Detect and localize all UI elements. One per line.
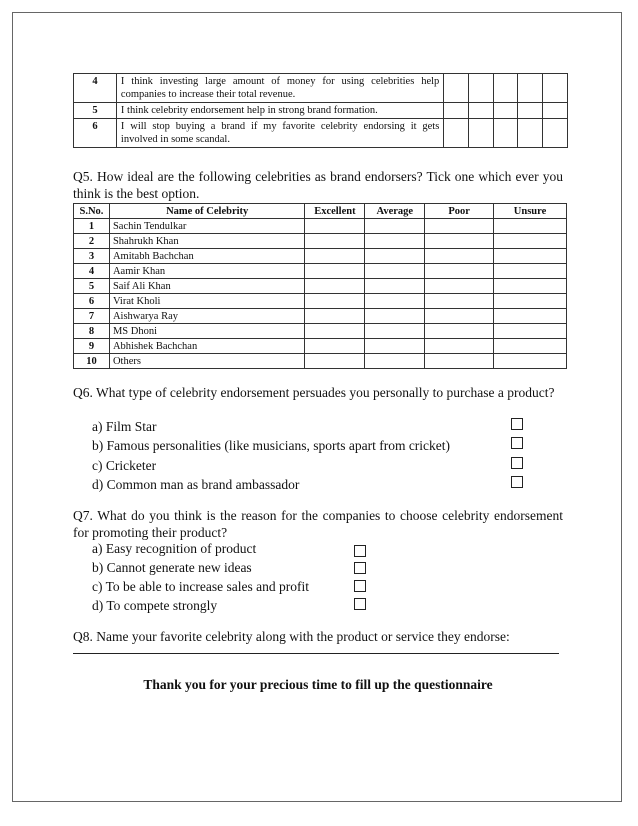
celebrity-table <box>73 203 567 369</box>
statement-text: I think investing large amount of money for using celebrities help companies to increase their total revenue. <box>116 74 443 103</box>
celeb-number: 6 <box>74 294 110 309</box>
excellent-cell[interactable] <box>305 219 365 234</box>
poor-cell[interactable] <box>425 324 494 339</box>
excellent-cell[interactable] <box>305 294 365 309</box>
table-row <box>74 103 568 119</box>
table-row <box>74 339 567 354</box>
q6-checkbox-b[interactable] <box>511 437 523 449</box>
rating-cell[interactable] <box>518 74 543 103</box>
col-header-unsure: Unsure <box>494 204 567 219</box>
poor-cell[interactable] <box>425 249 494 264</box>
average-cell[interactable] <box>365 234 425 249</box>
q6-option-b: b) Famous personalities (like musicians, sports apart from cricket) <box>92 438 451 453</box>
table-header-row <box>74 204 567 219</box>
q7-option-d: d) To compete strongly <box>92 598 218 613</box>
answer-line[interactable] <box>73 653 559 654</box>
rating-cell[interactable] <box>543 74 568 103</box>
unsure-cell[interactable] <box>494 279 567 294</box>
celeb-number: 1 <box>74 219 110 234</box>
table-row <box>74 309 567 324</box>
poor-cell[interactable] <box>425 264 494 279</box>
table-row <box>74 324 567 339</box>
celeb-number: 8 <box>74 324 110 339</box>
celeb-number: 5 <box>74 279 110 294</box>
celeb-number: 9 <box>74 339 110 354</box>
excellent-cell[interactable] <box>305 249 365 264</box>
closing-note: Thank you for your precious time to fill up the questionnaire <box>143 677 493 692</box>
average-cell[interactable] <box>365 339 425 354</box>
celeb-name: Saif Ali Khan <box>109 279 304 294</box>
excellent-cell[interactable] <box>305 279 365 294</box>
average-cell[interactable] <box>365 354 425 369</box>
q6-option-c: c) Cricketer <box>92 458 157 473</box>
celeb-number: 4 <box>74 264 110 279</box>
rating-cell[interactable] <box>518 103 543 119</box>
statement-number: 5 <box>74 103 117 119</box>
unsure-cell[interactable] <box>494 354 567 369</box>
table-row <box>74 249 567 264</box>
average-cell[interactable] <box>365 309 425 324</box>
q7-option-a: a) Easy recognition of product <box>92 541 257 556</box>
q5-question: Q5. How ideal are the following celebrities as brand endorsers? Tick one which ever you think is the best option. <box>73 169 563 201</box>
rating-cell[interactable] <box>469 74 494 103</box>
celeb-name: Amitabh Bachchan <box>109 249 304 264</box>
table-row <box>74 74 568 103</box>
poor-cell[interactable] <box>425 309 494 324</box>
unsure-cell[interactable] <box>494 264 567 279</box>
col-header-poor: Poor <box>425 204 494 219</box>
poor-cell[interactable] <box>425 354 494 369</box>
average-cell[interactable] <box>365 279 425 294</box>
q6-question: Q6. What type of celebrity endorsement persuades you personally to purchase a product? <box>73 385 555 400</box>
col-header-sno: S.No. <box>74 204 110 219</box>
q6-option-a: a) Film Star <box>92 419 157 434</box>
average-cell[interactable] <box>365 324 425 339</box>
q7-checkbox-a[interactable] <box>354 545 366 557</box>
table-row <box>74 219 567 234</box>
celeb-number: 2 <box>74 234 110 249</box>
average-cell[interactable] <box>365 219 425 234</box>
table-row <box>74 119 568 148</box>
poor-cell[interactable] <box>425 234 494 249</box>
unsure-cell[interactable] <box>494 339 567 354</box>
celeb-name: Sachin Tendulkar <box>109 219 304 234</box>
excellent-cell[interactable] <box>305 354 365 369</box>
rating-cell[interactable] <box>469 103 494 119</box>
q7-option-c: c) To be able to increase sales and profit <box>92 579 309 594</box>
rating-cell[interactable] <box>493 74 518 103</box>
q6-checkbox-a[interactable] <box>511 418 523 430</box>
table-row <box>74 279 567 294</box>
poor-cell[interactable] <box>425 219 494 234</box>
statement-text: I think celebrity endorsement help in strong brand formation. <box>116 103 443 119</box>
statement-number: 4 <box>74 74 117 103</box>
q7-option-b: b) Cannot generate new ideas <box>92 560 252 575</box>
poor-cell[interactable] <box>425 294 494 309</box>
unsure-cell[interactable] <box>494 249 567 264</box>
unsure-cell[interactable] <box>494 309 567 324</box>
table-row <box>74 294 567 309</box>
average-cell[interactable] <box>365 264 425 279</box>
rating-cell[interactable] <box>444 74 469 103</box>
statement-text: I will stop buying a brand if my favorite celebrity endorsing it gets involved in some scandal. <box>116 119 443 148</box>
excellent-cell[interactable] <box>305 324 365 339</box>
rating-cell[interactable] <box>543 103 568 119</box>
unsure-cell[interactable] <box>494 234 567 249</box>
celeb-name: Aamir Khan <box>109 264 304 279</box>
rating-cell[interactable] <box>493 103 518 119</box>
celeb-name: Abhishek Bachchan <box>109 339 304 354</box>
rating-cell[interactable] <box>543 119 568 148</box>
q6-option-d: d) Common man as brand ambassador <box>92 477 300 492</box>
statement-number: 6 <box>74 119 117 148</box>
excellent-cell[interactable] <box>305 339 365 354</box>
rating-cell[interactable] <box>469 119 494 148</box>
poor-cell[interactable] <box>425 279 494 294</box>
table-row <box>74 234 567 249</box>
rating-cell[interactable] <box>444 103 469 119</box>
celeb-number: 7 <box>74 309 110 324</box>
col-header-name: Name of Celebrity <box>109 204 304 219</box>
unsure-cell[interactable] <box>494 324 567 339</box>
excellent-cell[interactable] <box>305 234 365 249</box>
col-header-excellent: Excellent <box>305 204 365 219</box>
poor-cell[interactable] <box>425 339 494 354</box>
excellent-cell[interactable] <box>305 309 365 324</box>
table-row <box>74 264 567 279</box>
q6-checkbox-c[interactable] <box>511 457 523 469</box>
average-cell[interactable] <box>365 294 425 309</box>
q7-checkbox-c[interactable] <box>354 580 366 592</box>
celeb-name: Aishwarya Ray <box>109 309 304 324</box>
celeb-number: 10 <box>74 354 110 369</box>
celeb-name: MS Dhoni <box>109 324 304 339</box>
celeb-number: 3 <box>74 249 110 264</box>
q8-question: Q8. Name your favorite celebrity along with the product or service they endorse: <box>73 629 510 644</box>
average-cell[interactable] <box>365 249 425 264</box>
q7-checkbox-d[interactable] <box>354 598 366 610</box>
statement-table <box>73 73 568 148</box>
celeb-name: Others <box>109 354 304 369</box>
q7-question: Q7. What do you think is the reason for the companies to choose celebrity endorsement for promoting their product? <box>73 508 563 540</box>
rating-cell[interactable] <box>444 119 469 148</box>
unsure-cell[interactable] <box>494 219 567 234</box>
q6-checkbox-d[interactable] <box>511 476 523 488</box>
rating-cell[interactable] <box>518 119 543 148</box>
col-header-average: Average <box>365 204 425 219</box>
celeb-name: Shahrukh Khan <box>109 234 304 249</box>
q7-checkbox-b[interactable] <box>354 562 366 574</box>
excellent-cell[interactable] <box>305 264 365 279</box>
table-row <box>74 354 567 369</box>
celeb-name: Virat Kholi <box>109 294 304 309</box>
unsure-cell[interactable] <box>494 294 567 309</box>
rating-cell[interactable] <box>493 119 518 148</box>
